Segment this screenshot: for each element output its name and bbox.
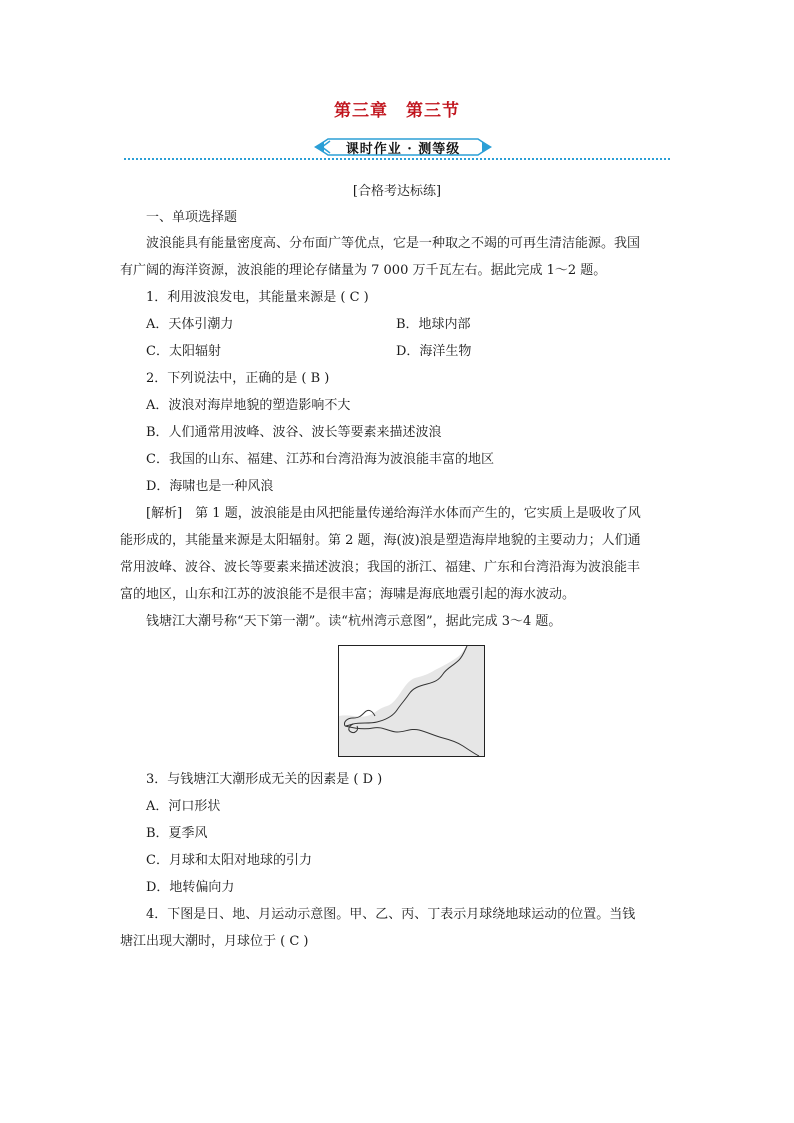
chapter-title: 第三章 第三节 (334, 101, 460, 121)
q3-option-c: C．月球和太阳对地球的引力 (146, 853, 312, 868)
analysis-line4: 富的地区，山东和江苏的波浪能不是很丰富；海啸是海底地震引起的海水波动。 (120, 587, 576, 602)
q3-option-b: B．夏季风 (146, 826, 208, 841)
analysis-label: [解析] (146, 506, 183, 521)
coastline-map-icon (339, 646, 484, 756)
q2-option-d: D．海啸也是一种风浪 (146, 479, 274, 494)
banner-label: 课时作业 · 测等级 (345, 142, 461, 157)
q1-option-b: B．地球内部 (396, 317, 471, 332)
analysis-line1 (146, 505, 641, 523)
q1-option-a: A．天体引潮力 (146, 317, 234, 332)
analysis-text-1: 第 1 题，波浪能是由风把能量传递给海洋水体而产生的，它实质上是吸收了风 (182, 506, 641, 521)
homework-banner (312, 137, 494, 157)
analysis-line2: 能形成的，其能量来源是太阳辐射。第 2 题，海(波)浪是塑造海岸地貌的主要动力；人们通 (120, 533, 641, 548)
q1-stem: 1．利用波浪发电，其能量来源是 ( C ) (146, 290, 369, 305)
q2-stem: 2．下列说法中，正确的是 ( B ) (146, 371, 330, 386)
q4-line2: 塘江出现大潮时，月球位于 ( C ) (120, 934, 309, 949)
analysis-line3: 常用波峰、波谷、波长等要素来描述波浪；我国的浙江、福建、广东和台湾沿海为波浪能丰 (120, 560, 641, 575)
q3-option-d: D．地转偏向力 (146, 880, 235, 895)
q3-option-a: A．河口形状 (146, 799, 221, 814)
intro1-line1: 波浪能具有能量密度高、分布面广等优点，它是一种取之不竭的可再生清洁能源。我国 (146, 236, 641, 251)
section-heading: [合格考达标练] (352, 184, 442, 199)
q1-option-c: C．太阳辐射 (146, 344, 221, 359)
intro2: 钱塘江大潮号称“天下第一潮”。读“杭州湾示意图”，据此完成 3～4 题。 (146, 614, 562, 629)
q2-option-c: C．我国的山东、福建、江苏和台湾沿海为波浪能丰富的地区 (146, 452, 494, 467)
hangzhou-bay-map (338, 645, 485, 757)
q1-option-d: D．海洋生物 (396, 344, 472, 359)
dotted-divider (124, 158, 670, 160)
banner-row (124, 137, 670, 159)
q4-line1: 4．下图是日、地、月运动示意图。甲、乙、丙、丁表示月球绕地球运动的位置。当钱 (146, 907, 636, 922)
q2-option-a: A．波浪对海岸地貌的塑造影响不大 (146, 398, 351, 413)
q3-stem: 3．与钱塘江大潮形成无关的因素是 ( D ) (146, 772, 383, 787)
part-heading: 一、单项选择题 (146, 210, 238, 225)
q2-option-b: B．人们通常用波峰、波谷、波长等要素来描述波浪 (146, 425, 442, 440)
intro1-line2: 有广阔的海洋资源，波浪能的理论存储量为 7 000 万千瓦左右。据此完成 1～2 题。 (120, 263, 607, 278)
